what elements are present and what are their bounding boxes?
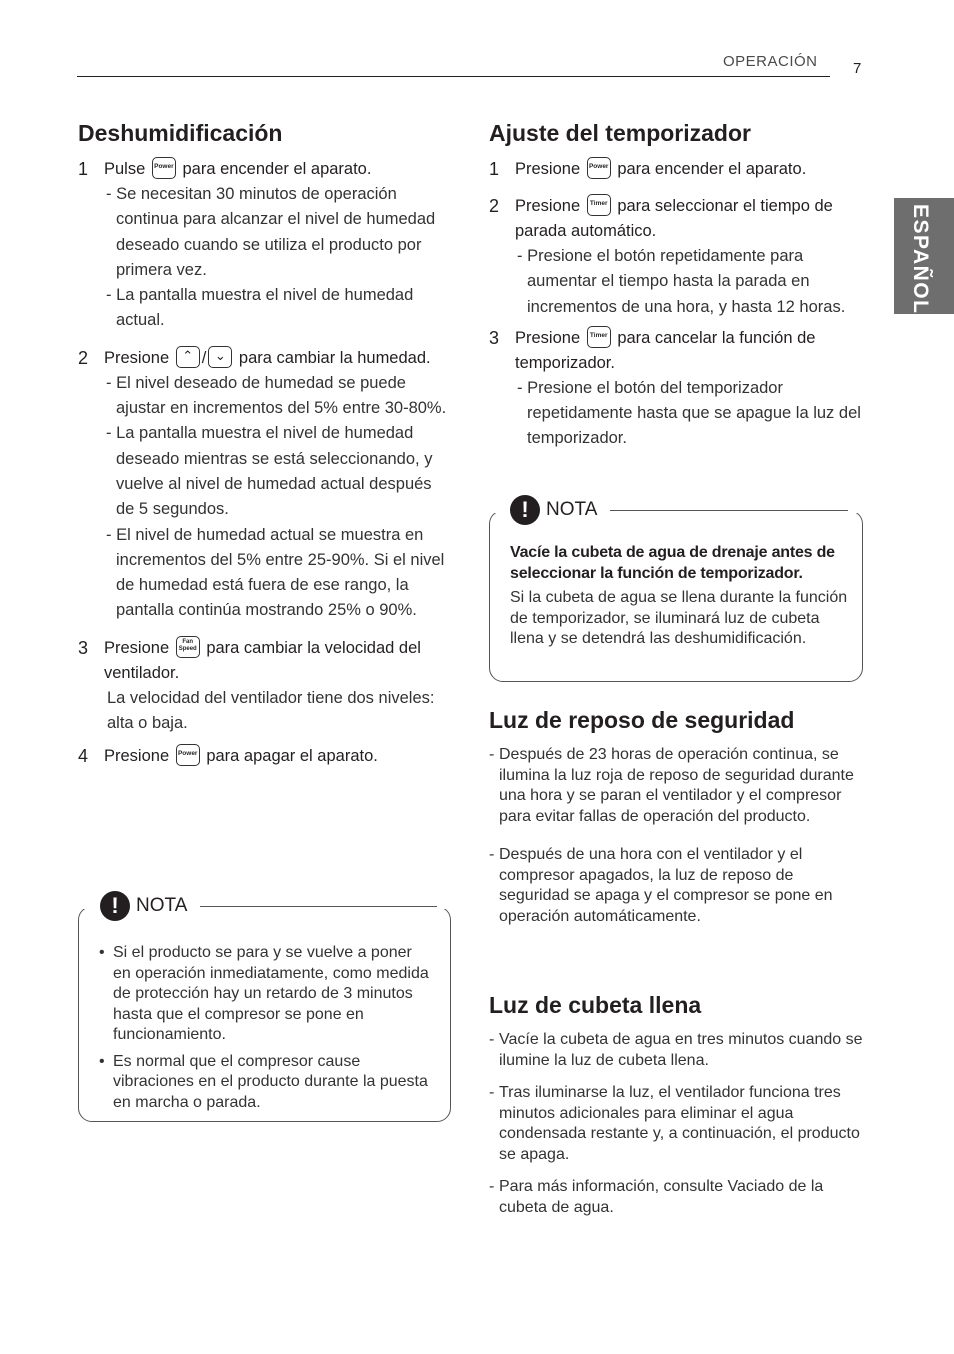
note-top-rule <box>610 510 848 511</box>
step-text-post: para cancelar la función de temporizador. <box>515 328 816 372</box>
dehumidification-section <box>78 118 453 769</box>
dehum-step-2-note-3: - El nivel de humedad actual se muestra en incrementos del 5% entre 25-90%. Si el nivel de humedad está fuera de ese rango, la pantalla continúa mostrando 25% o 90%. <box>106 525 445 620</box>
step-text-post: para encender el aparato. <box>182 160 372 178</box>
safety-title: Luz de reposo de seguridad <box>489 707 795 733</box>
safety-item: - Después de una hora con el ventilador y el compresor apagados, la luz de reposo de seguridad se apaga y el compresor se pone en operación automáticamente. <box>489 846 833 925</box>
step-text-pre: Presione <box>515 197 581 215</box>
safety-section <box>489 705 864 927</box>
timer-title: Ajuste del temporizador <box>489 120 751 146</box>
bucket-title: Luz de cubeta llena <box>489 992 702 1018</box>
header-rule <box>77 76 830 77</box>
safety-item: - Después de 23 horas de operación continua, se ilumina la luz roja de reposo de seguridad durante una hora y se paran el ventilador y el compresor para evitar fallas de operación del producto. <box>489 746 854 825</box>
note-body-text: Si la cubeta de agua se llena durante la función de temporizador, se iluminará luz de cubeta llena y se detendrá las deshumidificación. <box>510 589 848 647</box>
power-button-icon: Power <box>587 157 611 179</box>
bucket-section <box>489 990 864 1218</box>
step-text-post: para encender el aparato. <box>617 160 807 178</box>
timer-step-3-note: - Presione el botón del temporizador repetidamente hasta que se apague la luz del temporizador. <box>517 378 861 448</box>
dehum-note-header <box>96 891 193 921</box>
fan-speed-button-icon: Fan Speed <box>176 636 200 658</box>
dehum-step-2 <box>78 346 453 371</box>
section-label: OPERACIÓN <box>723 53 818 70</box>
dehum-note-box <box>78 906 451 1122</box>
timer-button-icon: Timer <box>587 326 611 348</box>
power-button-icon: Power <box>176 744 200 766</box>
dehumidification-title: Deshumidificación <box>78 120 283 146</box>
dehum-step-1-note-2: - La pantalla muestra el nivel de humedad actual. <box>106 286 414 330</box>
bucket-item: - Para más información, consulte Vaciado de la cubeta de agua. <box>489 1178 824 1216</box>
power-button-icon: Power <box>152 157 176 179</box>
bucket-item: - Vacíe la cubeta de agua en tres minutos cuando se ilumine la luz de cubeta llena. <box>489 1031 863 1069</box>
step-number: 2 <box>78 347 89 368</box>
dehum-step-2-note-1: - El nivel deseado de humedad se puede ajustar en incrementos del 5% entre 30-80%. <box>106 373 447 418</box>
step-text-post: para apagar el aparato. <box>206 747 378 766</box>
timer-section <box>489 118 864 452</box>
step-separator: / <box>201 348 207 367</box>
step-number: 3 <box>489 327 500 348</box>
page-number: 7 <box>853 60 862 77</box>
timer-button-icon: Timer <box>587 194 611 216</box>
timer-note-header <box>506 495 603 525</box>
note-bullet: • Es normal que el compresor cause vibraciones en el producto durante la puesta en marcha o parada. <box>99 1052 428 1111</box>
note-title: NOTA <box>546 499 598 520</box>
language-tab-label: ESPAÑOL <box>909 204 932 315</box>
dehum-step-3-note: La velocidad del ventilador tiene dos niveles: alta o baja. <box>107 688 435 733</box>
chevron-down-icon: ⌄ <box>208 346 232 368</box>
step-text-pre: Presione <box>104 747 170 766</box>
step-number: 3 <box>78 637 89 658</box>
step-text-pre: Presione <box>515 160 581 178</box>
dehum-step-1-note-1: - Se necesitan 30 minutos de operación continua para alcanzar el nivel de humedad deseado cuando se utiliza el producto por primera vez. <box>106 185 436 279</box>
step-number: 4 <box>78 746 89 767</box>
step-number: 2 <box>489 196 500 216</box>
step-text-post: para seleccionar el tiempo de parada automático. <box>515 197 833 240</box>
exclamation-icon: ! <box>510 495 540 525</box>
chevron-up-icon: ⌃ <box>176 346 200 368</box>
step-text-post: para cambiar la velocidad del ventilador. <box>104 638 421 682</box>
dehum-step-2-note-2: - La pantalla muestra el nivel de humedad deseado mientras se está seleccionando, y vuelve al nivel de humedad actual después de 5 segundos. <box>106 424 433 519</box>
step-text-pre: Presione <box>104 348 170 367</box>
note-bullet: • Si el producto se para y se vuelve a poner en operación inmediatamente, como medida de protección hay un retardo de 3 minutos hasta que el compresor se pone en funcionamiento. <box>99 944 429 1043</box>
step-text-post: para cambiar la humedad. <box>238 348 431 367</box>
note-warning-text: Vacíe la cubeta de agua de drenaje antes de seleccionar la función de temporizador. <box>510 544 835 582</box>
step-text-pre: Pulse <box>104 160 146 178</box>
timer-step-2-note: - Presione el botón repetidamente para aumentar el tiempo hasta la parada en incrementos de una hora, y hasta 12 horas. <box>517 247 846 316</box>
step-number: 1 <box>489 159 500 179</box>
timer-note-box <box>489 510 863 682</box>
dehum-step-1 <box>78 157 453 182</box>
step-text-pre: Presione <box>104 638 170 657</box>
step-text-pre: Presione <box>515 328 581 347</box>
note-top-rule <box>200 906 437 907</box>
timer-step-1 <box>489 157 864 182</box>
note-title: NOTA <box>136 895 188 916</box>
exclamation-icon: ! <box>100 891 130 921</box>
step-number: 1 <box>78 159 89 179</box>
language-tab <box>894 198 954 314</box>
dehum-step-3 <box>78 636 453 686</box>
timer-step-2 <box>489 194 864 244</box>
dehum-step-4 <box>78 744 453 769</box>
bucket-item: - Tras iluminarse la luz, el ventilador funciona tres minutos adicionales para eliminar el agua condensada restante y, a continuación, el producto se apaga. <box>489 1084 860 1163</box>
timer-step-3 <box>489 326 864 376</box>
